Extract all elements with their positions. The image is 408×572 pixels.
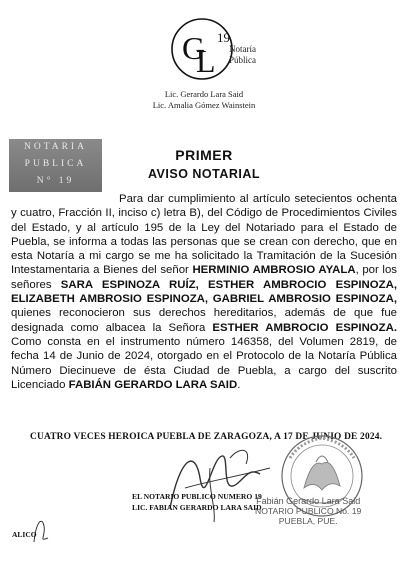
notaria-line-1: Notaría <box>229 44 256 54</box>
notary-name-2: Lic. Amalia Gómez Wainstein <box>152 100 256 110</box>
svg-text:L: L <box>196 43 216 79</box>
notice-subtitle: AVISO NOTARIAL <box>147 167 261 181</box>
svg-text:19: 19 <box>217 30 230 45</box>
deceased-name: HERMINIO AMBROSIO AYALA <box>192 264 356 277</box>
stamp-line-1: Fabián Gerardo Lara Said <box>256 496 361 506</box>
notary-names <box>0 89 408 111</box>
side-stamp-line-3: N° 19 <box>36 176 75 186</box>
closing-place-date: CUATRO VECES HEROICA PUEBLA DE ZARAGOZA, A 17 DE JUNIO DE 2024. <box>30 432 383 442</box>
notice-body <box>11 192 397 392</box>
side-stamp-line-1: NOTARIA <box>24 142 87 152</box>
notaria-publica-label <box>229 44 256 66</box>
body-part-4: Como consta en el instrumento número 146358, del Volumen 2819, de fecha 14 de Junio de 2024, otorgado en el Protocolo de la Notaría Pública Número Diecinueve de ésta Ciudad de Puebla, a cargo del suscrito Licenciado <box>11 335 397 391</box>
notary-name-1: Lic. Gerardo Lara Said <box>164 89 244 99</box>
notary-rubber-stamp <box>255 496 361 526</box>
body-part-5: . <box>237 378 241 391</box>
stamp-line-3: PUEBLA, PUE. <box>278 516 338 526</box>
stamp-line-2: NOTARIO PUBLICO No. 19 <box>255 506 362 516</box>
svg-text:G: G <box>182 30 206 66</box>
signature-line-1: EL NOTARIO PUBLICO NUMERO 19 <box>132 492 262 501</box>
heirs-names: SARA ESPINOZA RUÍZ, ESTHER AMBROCIO ESPINOZA, ELIZABETH AMBROSIO ESPINOZA, GABRIEL AMBROSIO ESPINOZA, <box>11 278 397 306</box>
signature-line-2: LIC. FABIAN GERARDO LARA SAID. <box>132 502 264 512</box>
body-part-2: , por los señores <box>11 264 397 291</box>
signature-block <box>132 492 264 513</box>
notary-name-bold: FABIÁN GERARDO LARA SAID <box>68 378 238 391</box>
body-part-3: quienes reconocieron sus derechos hereditarios, además de que fue designada como albacea la Señora <box>11 307 397 334</box>
side-stamp-line-2: PUBLICA <box>24 159 87 169</box>
footer-initials: ALICO <box>12 530 37 539</box>
notaria-line-2: Pública <box>229 55 256 65</box>
notice-title: PRIMER <box>175 147 233 163</box>
initials-scribble <box>28 512 54 546</box>
body-part-1: Para dar cumplimiento al artículo setecientos ochenta y cuatro, Fracción II, inciso c) letra B), del Código de Procedimientos Civiles del Estado, y al artículo 195 de la Ley del Notariado para el Estado de Puebla, se informa a todas las personas que se crean con derecho, que en esta Notaría a mi cargo se me ha solicitado la Tramitación de la Sucesión Intestamentaria a Bienes del señor <box>11 193 397 277</box>
executor-name: ESTHER AMBROCIO ESPINOZA. <box>212 321 398 334</box>
